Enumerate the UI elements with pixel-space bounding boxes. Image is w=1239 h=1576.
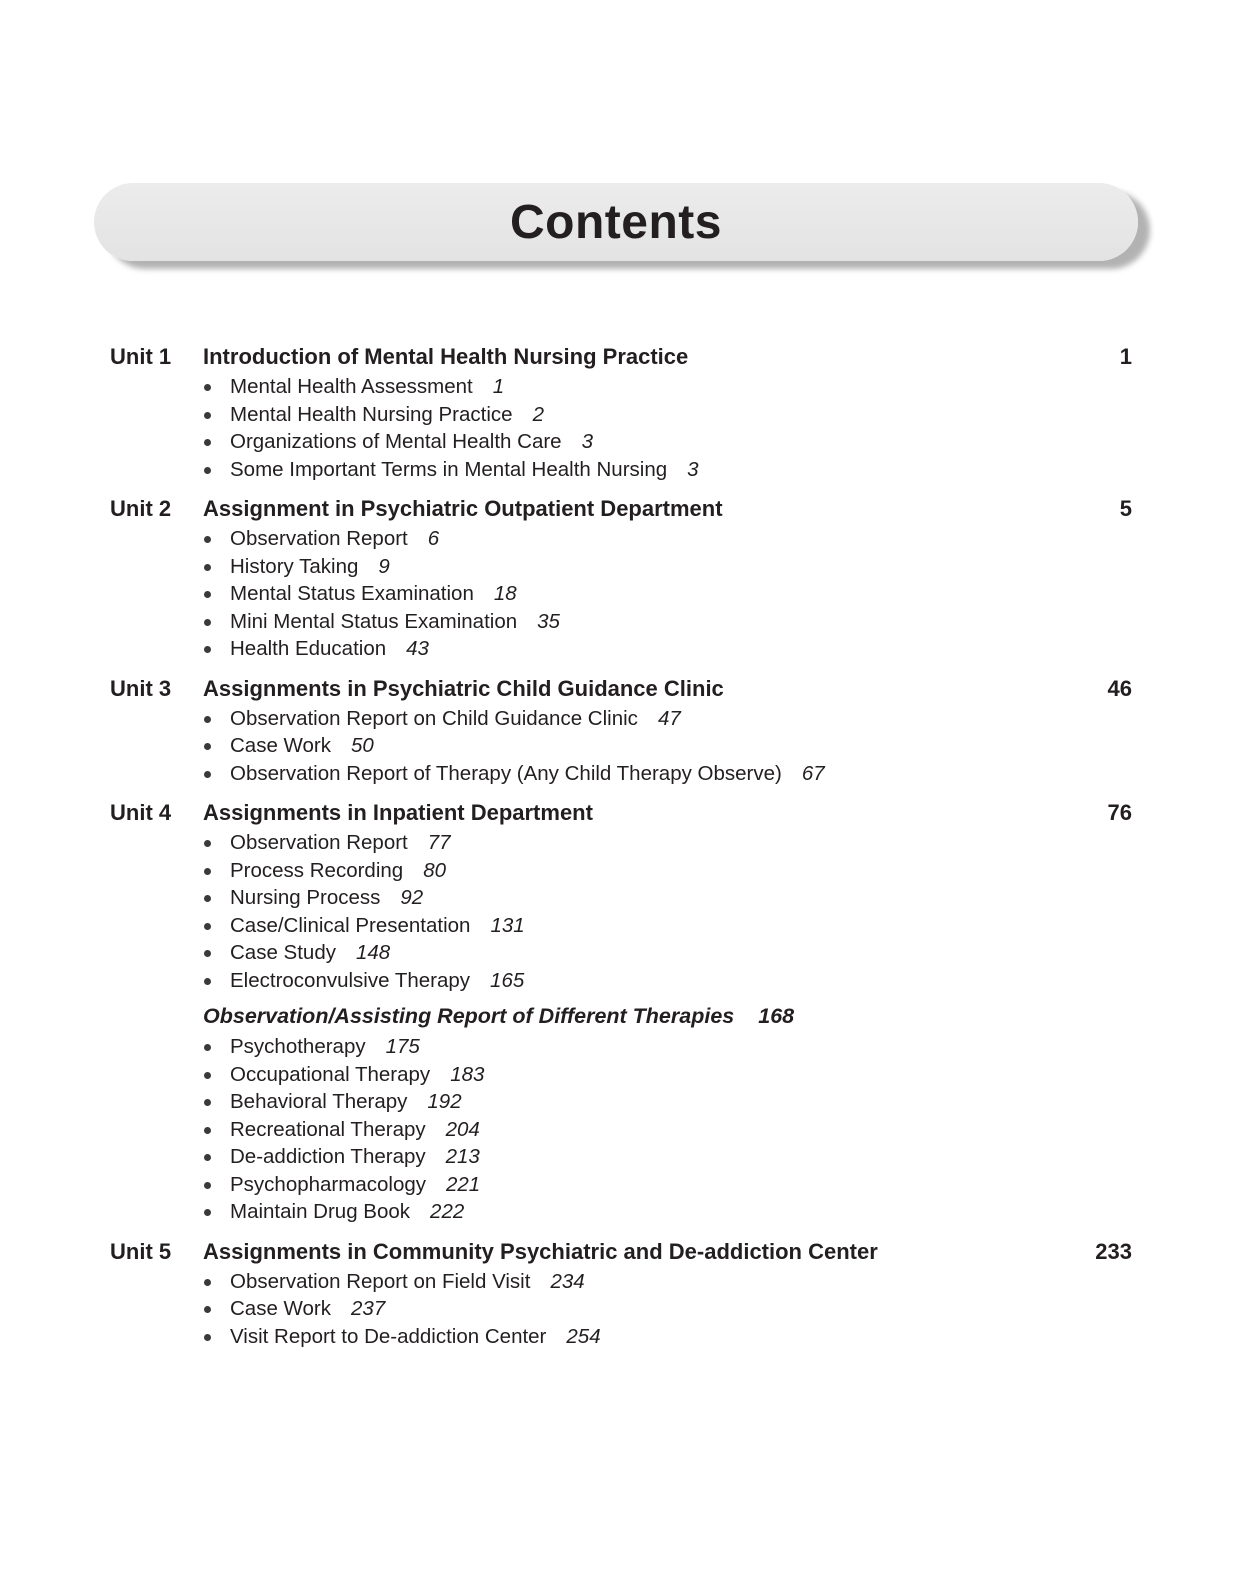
topic-page-number: 2 — [532, 402, 544, 426]
topic-item[interactable] — [203, 1061, 1132, 1089]
topic-page-number: 148 — [355, 941, 391, 964]
topic-page-number: 80 — [423, 858, 447, 882]
topic-page-number: 237 — [351, 1297, 386, 1320]
toc-unit-5 — [110, 1235, 1132, 1351]
bullet-icon — [204, 716, 211, 723]
bullet-icon — [204, 1334, 211, 1341]
bullet-icon — [204, 978, 211, 985]
topic-page-number: 35 — [537, 609, 560, 633]
topic-item[interactable] — [203, 1033, 1132, 1061]
topic-item[interactable] — [203, 580, 1132, 608]
topic-title: Case Study — [230, 941, 336, 964]
topic-title: Psychopharmacology — [230, 1172, 426, 1196]
topic-page-number: 9 — [378, 554, 390, 578]
topic-page-number: 43 — [406, 637, 429, 660]
bullet-icon — [204, 1209, 211, 1216]
unit-page-number: 1 — [1119, 344, 1132, 369]
topic-page-number: 222 — [430, 1200, 465, 1223]
topic-item[interactable] — [203, 428, 1132, 456]
topic-item[interactable] — [203, 967, 1132, 995]
unit-heading[interactable] — [110, 492, 1132, 525]
topic-list — [110, 829, 1132, 994]
unit-title: Assignment in Psychiatric Outpatient Department — [203, 496, 723, 521]
topic-page-number: 92 — [400, 886, 424, 909]
topic-page-number: 77 — [427, 831, 451, 854]
bullet-icon — [204, 412, 211, 419]
topic-title: Organizations of Mental Health Care — [230, 430, 562, 453]
bullet-icon — [204, 923, 211, 930]
topic-item[interactable] — [203, 857, 1132, 885]
topic-page-number: 47 — [657, 706, 681, 730]
topic-list — [110, 705, 1132, 788]
unit-title: Assignments in Psychiatric Child Guidance Clinic — [203, 675, 724, 701]
bullet-icon — [204, 868, 211, 875]
unit-title: Assignments in Community Psychiatric and De-addiction Center — [203, 1238, 878, 1264]
subsection-page-number: 168 — [758, 1004, 795, 1028]
topic-item[interactable] — [203, 1198, 1132, 1226]
topic-title: Process Recording — [230, 858, 404, 882]
bullet-icon — [204, 743, 211, 750]
bullet-icon — [204, 895, 211, 902]
topic-page-number: 6 — [427, 527, 440, 550]
unit-label: Unit 3 — [110, 675, 172, 701]
unit-heading[interactable] — [110, 672, 1132, 705]
topic-page-number: 50 — [351, 734, 374, 757]
topic-page-number: 165 — [490, 968, 525, 992]
topic-title: Some Important Terms in Mental Health Nursing — [230, 457, 668, 481]
bullet-icon — [204, 467, 211, 474]
topic-page-number: 254 — [566, 1324, 601, 1348]
topic-page-number: 234 — [550, 1269, 585, 1293]
topic-title: Visit Report to De-addiction Center — [230, 1324, 547, 1348]
topic-title: Mental Status Examination — [230, 582, 474, 605]
bullet-icon — [204, 536, 211, 543]
unit-page-number: 5 — [1119, 496, 1132, 521]
topic-title: Occupational Therapy — [230, 1062, 431, 1086]
unit-heading[interactable] — [110, 1235, 1132, 1268]
topic-item[interactable] — [203, 939, 1132, 967]
topic-title: Nursing Process — [230, 886, 381, 909]
topic-title: Mental Health Nursing Practice — [230, 402, 513, 426]
topic-item[interactable] — [203, 525, 1132, 553]
topic-title: Psychotherapy — [230, 1035, 366, 1058]
topic-title: De-addiction Therapy — [230, 1145, 426, 1168]
topic-item[interactable] — [203, 1116, 1132, 1144]
topic-item[interactable] — [203, 608, 1132, 636]
unit-label: Unit 1 — [110, 344, 172, 369]
topic-title: Observation Report — [230, 831, 408, 854]
topic-title: Observation Report on Field Visit — [230, 1269, 531, 1293]
topic-item[interactable] — [203, 1088, 1132, 1116]
table-of-contents — [110, 340, 1132, 1359]
topic-page-number: 183 — [450, 1062, 485, 1086]
topic-item[interactable] — [203, 1268, 1132, 1296]
bullet-icon — [204, 950, 211, 957]
topic-item[interactable] — [203, 1171, 1132, 1199]
topic-title: Mental Health Assessment — [230, 375, 473, 398]
topic-item[interactable] — [203, 732, 1132, 760]
topic-item[interactable] — [203, 760, 1132, 788]
topic-title: History Taking — [230, 554, 359, 578]
topic-page-number: 213 — [445, 1145, 480, 1168]
bullet-icon — [204, 1072, 211, 1079]
unit-label: Unit 5 — [110, 1238, 172, 1264]
topic-list — [110, 1033, 1132, 1226]
subsection-heading[interactable] — [203, 1000, 1132, 1033]
bullet-icon — [204, 1044, 211, 1051]
bullet-icon — [204, 1279, 211, 1286]
bullet-icon — [204, 840, 211, 847]
topic-item[interactable] — [203, 705, 1132, 733]
unit-heading[interactable] — [110, 340, 1132, 373]
topic-title: Health Education — [230, 637, 387, 660]
bullet-icon — [204, 1127, 211, 1134]
topic-page-number: 67 — [801, 761, 825, 785]
topic-page-number: 3 — [687, 457, 699, 481]
topic-item[interactable] — [203, 829, 1132, 857]
topic-title: Behavioral Therapy — [230, 1090, 408, 1113]
bullet-icon — [204, 1182, 211, 1189]
topic-title: Maintain Drug Book — [230, 1200, 411, 1223]
unit-page-number: 233 — [1095, 1238, 1132, 1264]
toc-unit-2 — [110, 492, 1132, 663]
topic-title: Electroconvulsive Therapy — [230, 968, 471, 992]
topic-item[interactable] — [203, 884, 1132, 912]
bullet-icon — [204, 564, 211, 571]
bullet-icon — [204, 646, 211, 653]
topic-page-number: 221 — [446, 1172, 481, 1196]
bullet-icon — [204, 384, 211, 391]
bullet-icon — [204, 1154, 211, 1161]
topic-page-number: 175 — [385, 1035, 420, 1058]
unit-heading[interactable] — [110, 796, 1132, 829]
toc-unit-3 — [110, 672, 1132, 788]
unit-title: Assignments in Inpatient Department — [203, 800, 593, 825]
topic-title: Case Work — [230, 1297, 332, 1320]
page-title: Contents — [510, 196, 722, 249]
topic-item[interactable] — [203, 401, 1132, 429]
bullet-icon — [204, 591, 211, 598]
topic-title: Recreational Therapy — [230, 1117, 426, 1141]
bullet-icon — [204, 771, 211, 778]
toc-unit-4 — [110, 796, 1132, 1226]
bullet-icon — [204, 1099, 211, 1106]
topic-page-number: 131 — [490, 913, 525, 937]
topic-item[interactable] — [203, 912, 1132, 940]
subsection-title: Observation/Assisting Report of Different Therapies — [203, 1004, 735, 1028]
topic-title: Observation Report on Child Guidance Clinic — [230, 706, 638, 730]
topic-title: Case Work — [230, 734, 332, 757]
topic-title: Observation Report — [230, 527, 408, 550]
unit-page-number: 46 — [1107, 675, 1132, 701]
bullet-icon — [204, 1306, 211, 1313]
unit-page-number: 76 — [1107, 800, 1132, 825]
topic-title: Mini Mental Status Examination — [230, 609, 518, 633]
topic-list — [110, 525, 1132, 663]
topic-item[interactable] — [203, 1143, 1132, 1171]
topic-item[interactable] — [203, 553, 1132, 581]
topic-page-number: 192 — [427, 1090, 462, 1113]
topic-item[interactable] — [203, 635, 1132, 663]
topic-item[interactable] — [203, 1323, 1132, 1351]
topic-page-number: 3 — [581, 430, 593, 453]
topic-item[interactable] — [203, 373, 1132, 401]
topic-page-number: 18 — [493, 582, 517, 605]
contents-header-bar — [94, 183, 1138, 261]
topic-title: Case/Clinical Presentation — [230, 913, 471, 937]
unit-title: Introduction of Mental Health Nursing Practice — [203, 344, 689, 369]
topic-list — [110, 1268, 1132, 1351]
bullet-icon — [204, 439, 211, 446]
toc-unit-1 — [110, 340, 1132, 483]
topic-item[interactable] — [203, 1295, 1132, 1323]
topic-title: Observation Report of Therapy (Any Child Therapy Observe) — [230, 761, 782, 785]
topic-page-number: 1 — [492, 375, 505, 398]
bullet-icon — [204, 619, 211, 626]
topic-item[interactable] — [203, 456, 1132, 484]
topic-page-number: 204 — [445, 1117, 480, 1141]
topic-list — [110, 373, 1132, 483]
unit-label: Unit 2 — [110, 496, 172, 521]
unit-label: Unit 4 — [110, 800, 172, 825]
